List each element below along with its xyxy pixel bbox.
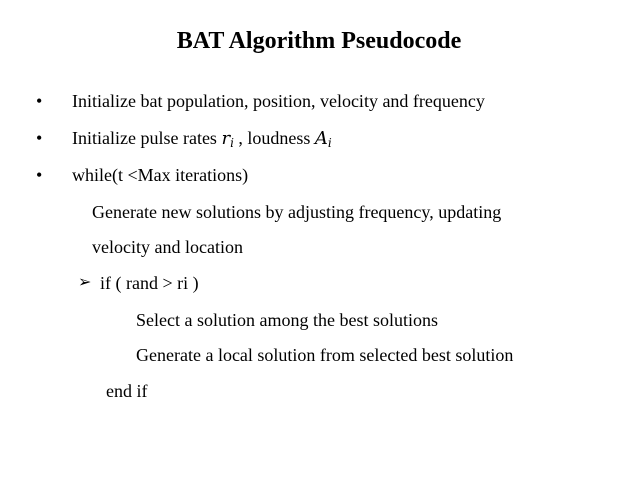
- end-if-line: end if: [106, 381, 148, 401]
- arrow-bullet-icon: ➢: [78, 274, 92, 291]
- loudness-variable: [315, 128, 332, 149]
- pulse-rate-variable: [221, 128, 233, 149]
- loudness-text: , loudness: [233, 128, 315, 148]
- if-body-line-2: Generate a local solution from selected best solution: [136, 345, 514, 365]
- loop-body-line-2: velocity and location: [92, 237, 243, 257]
- bullet-text: while(t <Max iterations): [72, 165, 249, 185]
- pulse-rate-symbol: r: [221, 128, 231, 149]
- slide-title: BAT Algorithm Pseudocode: [176, 28, 462, 54]
- if-condition-text: if ( rand > ri ): [100, 273, 199, 293]
- bullet-icon: •: [36, 91, 43, 111]
- loop-body-line-1: Generate new solutions by adjusting frequency, updating: [92, 202, 502, 222]
- bullet-text: [72, 126, 332, 151]
- loudness-symbol: A: [314, 128, 328, 149]
- bullet-icon: •: [36, 165, 43, 185]
- bullet-text: Initialize bat population, position, velocity and frequency: [72, 91, 485, 111]
- pulse-rate-subscript: i: [230, 136, 234, 150]
- if-body-line-1: Select a solution among the best solutions: [136, 310, 438, 330]
- bullet-icon: •: [36, 128, 43, 148]
- pulse-rates-text: Initialize pulse rates: [72, 128, 222, 148]
- loudness-subscript: i: [327, 136, 332, 150]
